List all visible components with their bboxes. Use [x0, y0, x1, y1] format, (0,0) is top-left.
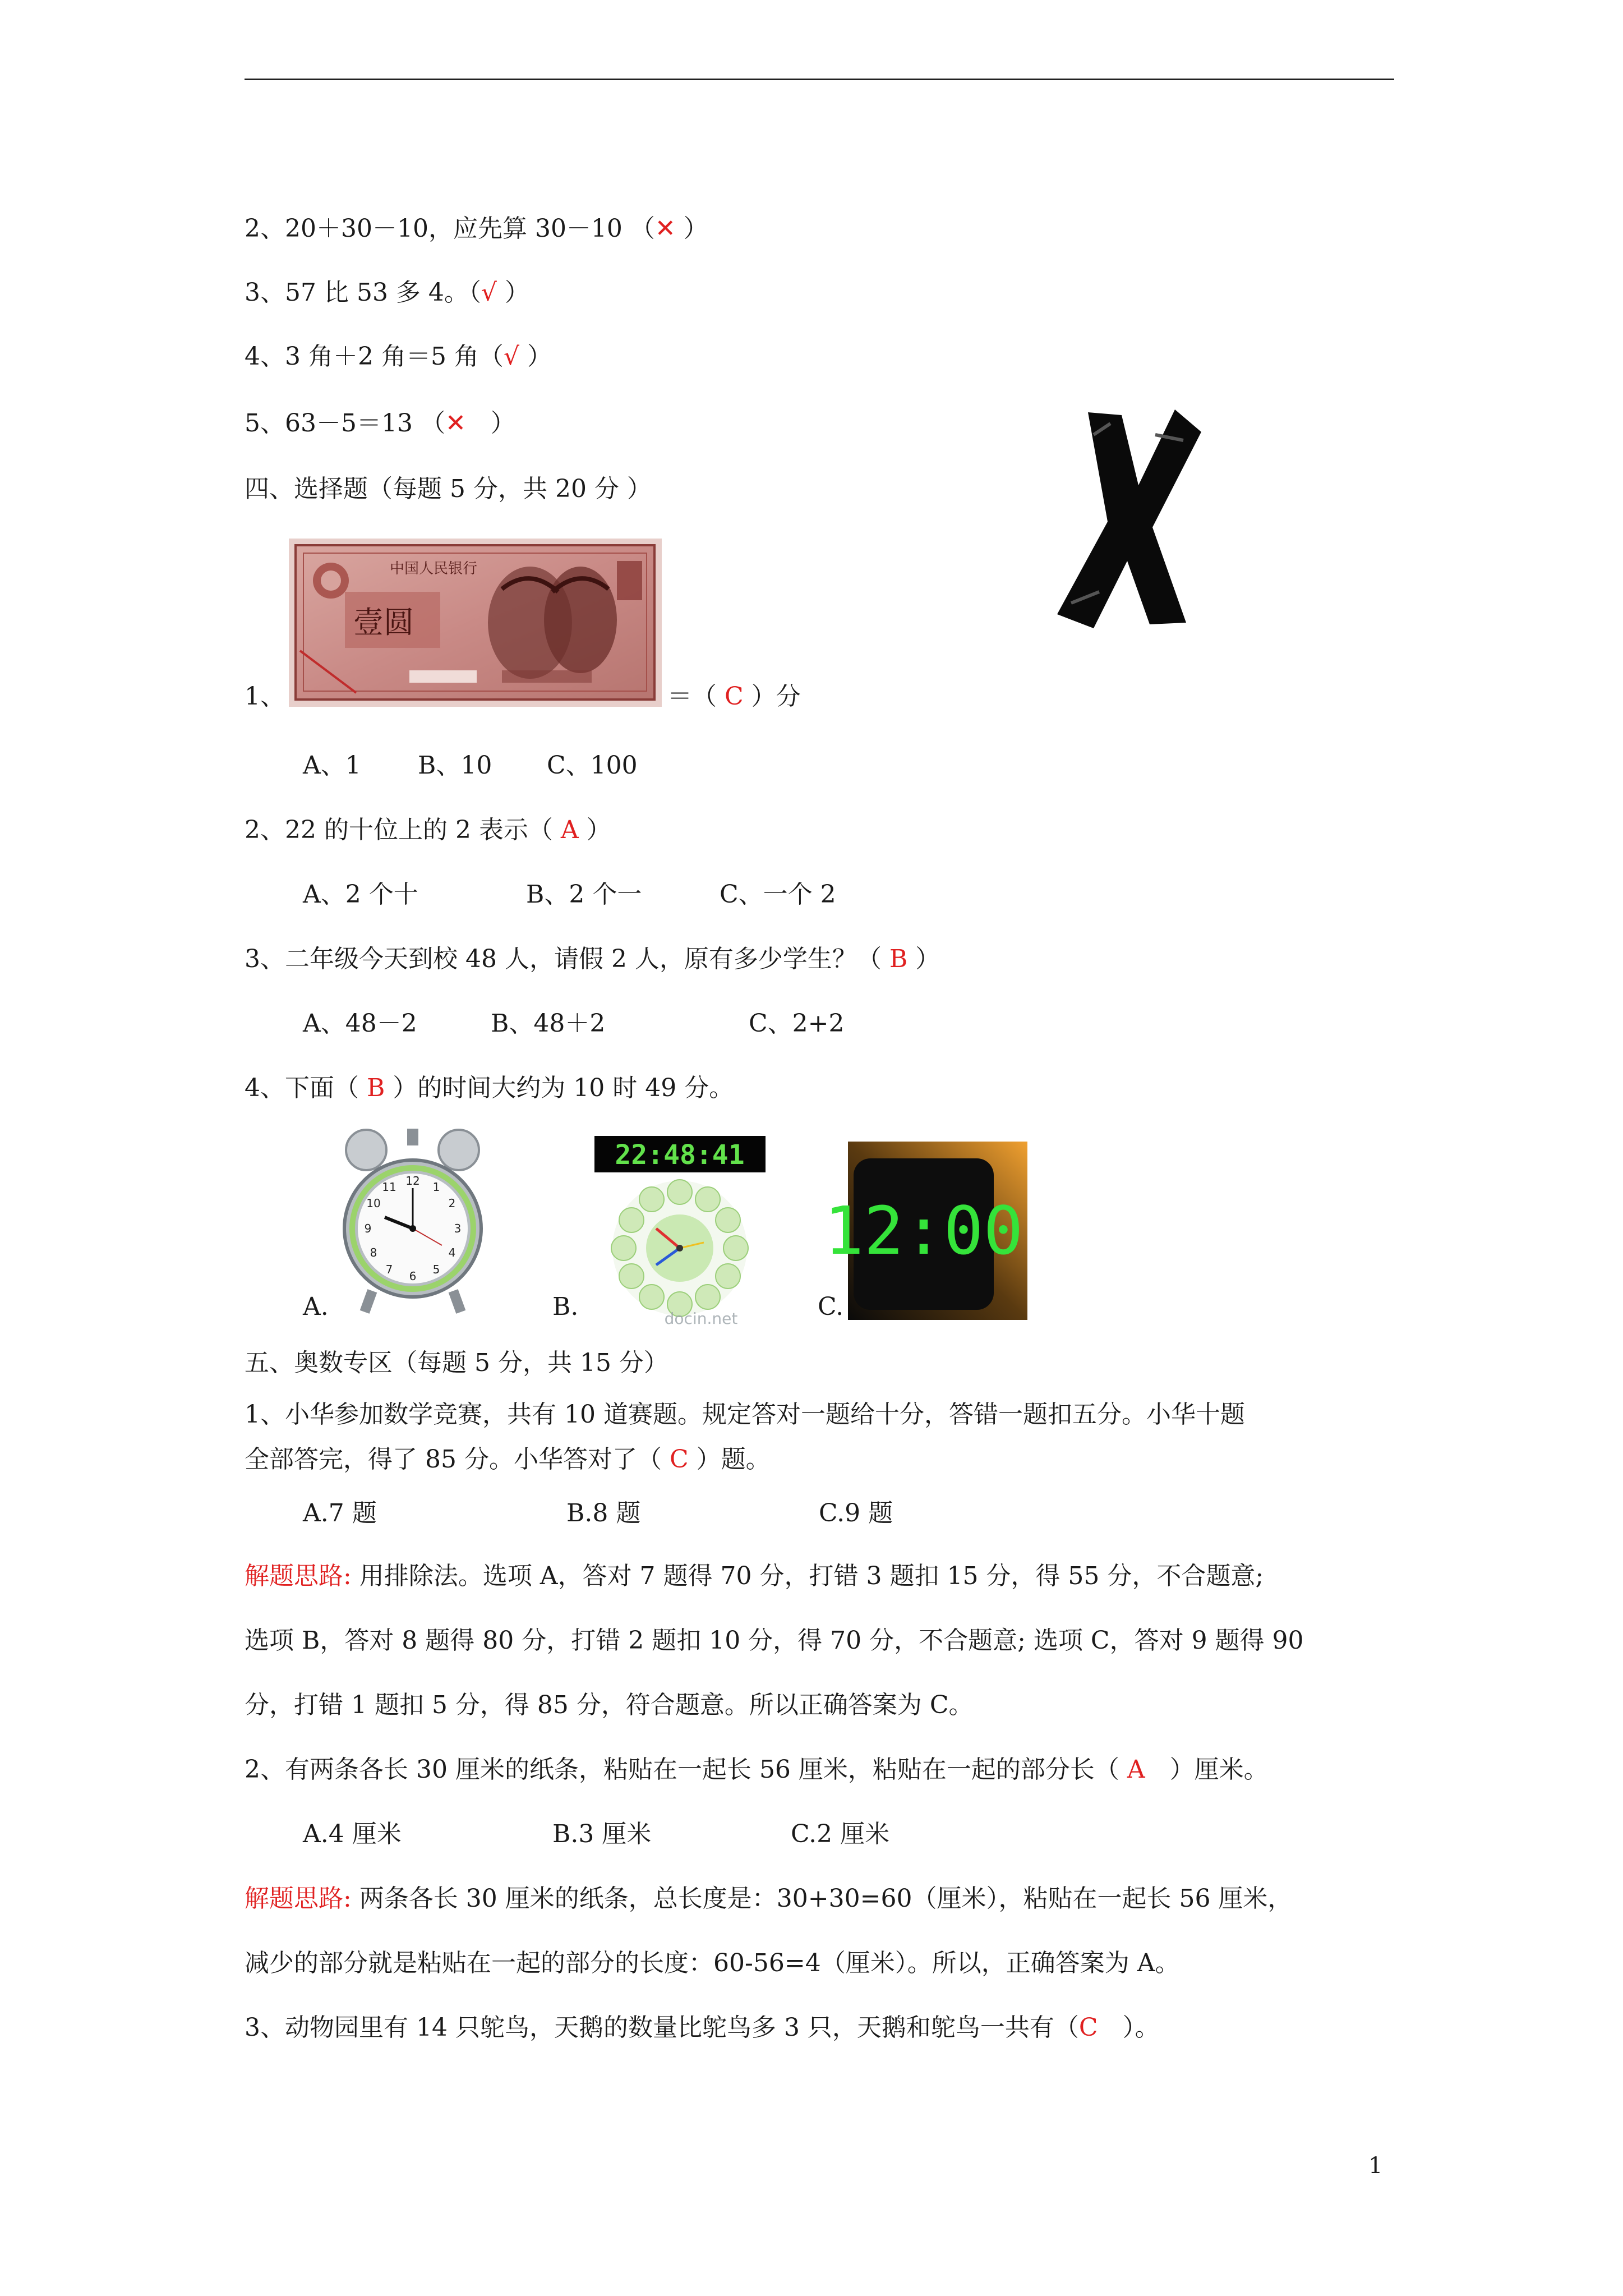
answer-letter: C [669, 1445, 689, 1474]
svg-text:10: 10 [366, 1197, 381, 1210]
answer-letter: A [560, 816, 579, 844]
section-5-title: 五、奥数专区（每题 5 分，共 15 分） [245, 1349, 668, 1377]
tf-question-3: 3、57 比 53 多 4。（√ ） [245, 278, 529, 307]
svg-text:4: 4 [448, 1246, 456, 1259]
svg-text:9: 9 [364, 1222, 372, 1235]
banknote-value: 壹圆 [353, 605, 414, 640]
svg-text:12: 12 [405, 1174, 420, 1188]
digital-time-readout: 22:48:41 [615, 1139, 745, 1171]
solution-1-line1: 解题思路: 用排除法。选项 A，答对 7 题得 70 分，打错 3 题扣 15 分，得 55 分，不合题意; [245, 1562, 1264, 1590]
mc-q3-option-c: C、2+2 [749, 1009, 845, 1038]
svg-text:8: 8 [370, 1246, 377, 1259]
answer-letter: B [889, 945, 908, 973]
answer-letter: A [1127, 1755, 1145, 1784]
solution-2-line2: 减少的部分就是粘贴在一起的部分的长度：60-56=4（厘米）。所以，正确答案为 A。 [245, 1949, 1180, 1977]
mc-q1-option-b: B、10 [418, 751, 492, 780]
mc-q3-option-a: A、48－2 [303, 1009, 417, 1038]
solution-label: 解题思路: [245, 1884, 352, 1913]
oly-q2-option-b: B.3 厘米 [552, 1820, 652, 1848]
olympiad-question-1-line1: 1、小华参加数学竞赛，共有 10 道赛题。规定答对一题给十分，答错一题扣五分。小华十题 [245, 1400, 1245, 1429]
olympiad-question-1-line2: 全部答完，得了 85 分。小华答对了（ C ）题。 [245, 1445, 771, 1474]
solution-1-line2: 选项 B，答对 8 题得 80 分，打错 2 题扣 10 分，得 70 分，不合题意; 选项 C，答对 9 题得 90 [245, 1626, 1304, 1655]
mc-q3-option-b: B、48＋2 [491, 1009, 606, 1038]
alarm-clock-image [341, 1128, 484, 1318]
tf-question-4: 4、3 角＋2 角＝5 角（√ ） [245, 342, 552, 371]
olympiad-question-2: 2、有两条各长 30 厘米的纸条，粘贴在一起长 56 厘米，粘贴在一起的部分长（ A ）厘米。 [245, 1755, 1269, 1784]
svg-text:3: 3 [454, 1222, 462, 1235]
banknote-caption: 中国人民银行 [390, 560, 478, 577]
bedside-digital-clock-image [824, 1142, 1027, 1320]
section-4-title: 四、选择题（每题 5 分，共 20 分 ） [245, 475, 652, 503]
tf-question-2: 2、20＋30－10，应先算 30－10 （✕ ） [245, 214, 708, 243]
answer-mark: ✕ [654, 214, 676, 243]
mc-q1-option-c: C、100 [547, 751, 638, 780]
one-yuan-banknote-image [289, 539, 662, 707]
oly-q2-option-c: C.2 厘米 [791, 1820, 890, 1848]
tf-question-5: 5、63－5＝13 （✕ ） [245, 409, 515, 438]
svg-text:5: 5 [432, 1263, 440, 1276]
mc-q2-option-a: A、2 个十 [303, 880, 418, 909]
mc-q2-option-c: C、一个 2 [720, 880, 836, 909]
clock-label-c: C. [818, 1292, 844, 1321]
answer-letter: B [366, 1074, 385, 1102]
mc-question-2: 2、22 的十位上的 2 表示（ A ） [245, 816, 611, 844]
header-rule [245, 79, 1394, 80]
bedside-clock-time: 12:00 [824, 1192, 1023, 1269]
oly-q2-option-a: A.4 厘米 [303, 1820, 402, 1848]
svg-text:1: 1 [432, 1180, 440, 1194]
mc-q1-option-a: A、1 [303, 751, 361, 780]
solution-label: 解题思路: [245, 1562, 352, 1590]
oly-q1-option-a: A.7 题 [303, 1499, 377, 1527]
mc-q2-option-b: B、2 个一 [526, 880, 642, 909]
answer-letter: C [725, 682, 744, 711]
clock-label-a: A. [303, 1292, 329, 1321]
svg-text:2: 2 [448, 1197, 456, 1210]
answer-mark: √ [503, 342, 519, 371]
clock-label-b: B. [552, 1292, 579, 1321]
solution-2-line1: 解题思路: 两条各长 30 厘米的纸条，总长度是：30+30=60（厘米），粘贴在一起长 56 厘米， [245, 1884, 1293, 1913]
mc-question-3: 3、二年级今天到校 48 人，请假 2 人，原有多少学生？（ B ） [245, 945, 940, 973]
page-number: 1 [1368, 2153, 1383, 2179]
mc-question-1-answer: ＝（ C ）分 [667, 682, 801, 711]
solution-1-line3: 分，打错 1 题扣 5 分，得 85 分，符合题意。所以正确答案为 C。 [245, 1691, 974, 1719]
big-x-icon [1054, 401, 1206, 631]
watermark-text: docin.net [664, 1309, 738, 1328]
digital-green-clock-image [594, 1136, 766, 1329]
answer-mark: ✕ [445, 409, 466, 438]
answer-letter: C [1078, 2013, 1098, 2042]
svg-text:6: 6 [409, 1269, 417, 1283]
oly-q1-option-b: B.8 题 [566, 1499, 641, 1527]
olympiad-question-3: 3、动物园里有 14 只鸵鸟，天鹅的数量比鸵鸟多 3 只，天鹅和鸵鸟一共有（C ）。 [245, 2013, 1160, 2042]
answer-mark: √ [481, 278, 497, 307]
mc-question-4: 4、下面（ B ）的时间大约为 10 时 49 分。 [245, 1074, 734, 1102]
svg-text:7: 7 [385, 1263, 393, 1276]
oly-q1-option-c: C.9 题 [819, 1499, 893, 1527]
svg-text:11: 11 [382, 1180, 396, 1194]
mc-question-1: 1、 [245, 682, 285, 711]
